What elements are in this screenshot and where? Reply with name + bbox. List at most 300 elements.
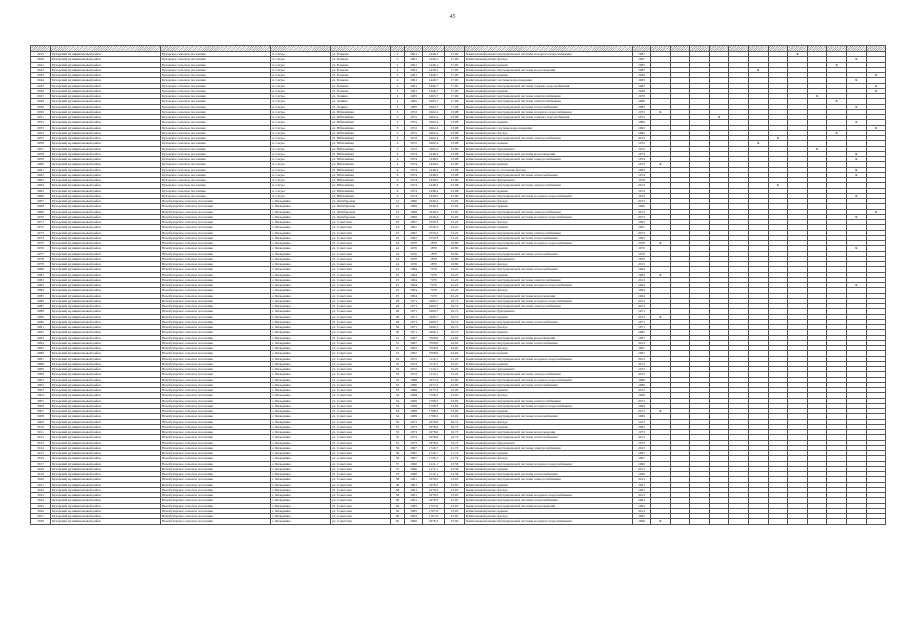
cell-year: 1961: [405, 67, 423, 72]
cell-year: 1961: [405, 62, 423, 67]
cell-house: 40: [391, 519, 405, 524]
cell-district: Бухарский муниципальный район: [51, 178, 161, 183]
cell-n: 3008: [31, 414, 51, 419]
cell-num: 17,00: [445, 83, 465, 88]
cell-house: 35: [391, 440, 405, 445]
cell-locality: с. Бильдинка: [271, 283, 331, 288]
cell-num: 23,08: [445, 167, 465, 172]
cell-mark: X: [866, 83, 886, 88]
cell-num: 23,08: [445, 125, 465, 130]
cell-house: 37: [391, 472, 405, 477]
cell-num: 23,08: [445, 130, 465, 135]
cell-work: Капитальный ремонт крыши: [465, 225, 633, 230]
cell-work: Капитальный ремонт внутридомовой системы водоотведения: [465, 335, 633, 340]
cell-district: Бухарский муниципальный район: [51, 451, 161, 456]
cell-street: ул. Советская: [331, 356, 391, 361]
cell-house: 2: [391, 88, 405, 93]
cell-settlement: Новобухарское сельское поселение: [161, 372, 271, 377]
cell-district: Бухарский муниципальный район: [51, 419, 161, 424]
cell-district: Бухарский муниципальный район: [51, 94, 161, 99]
cell-locality: п. Сагры: [271, 99, 331, 104]
cell-street: ул. Советская: [331, 335, 391, 340]
cell-locality: с. Бильдинка: [271, 514, 331, 519]
cell-settlement: Новобухарское сельское поселение: [161, 267, 271, 272]
cell-street: ул. Советская: [331, 241, 391, 246]
cell-settlement: Бухарское сельское поселение: [161, 157, 271, 162]
cell-mark: [690, 519, 710, 524]
cell-house: 3: [391, 146, 405, 151]
cell-house: 2: [391, 73, 405, 78]
cell-num: 16,80: [445, 241, 465, 246]
cell-n: 3014: [31, 445, 51, 450]
cell-y: 1986: [633, 377, 651, 382]
cell-settlement: Новобухарское сельское поселение: [161, 319, 271, 324]
cell-locality: с. Бильдинка: [271, 246, 331, 251]
cell-y: 1972: [633, 109, 651, 114]
cell-area: 3708,6: [423, 351, 445, 356]
cell-area: 1448,2: [423, 193, 445, 198]
cell-settlement: Бухарское сельское поселение: [161, 120, 271, 125]
cell-num: 17,06: [445, 104, 465, 109]
cell-settlement: Бухарское сельское поселение: [161, 183, 271, 188]
cell-locality: с. Бильдинка: [271, 403, 331, 408]
cell-num: 17,00: [445, 67, 465, 72]
cell-n: 3027: [31, 514, 51, 519]
cell-year: 1967: [405, 335, 423, 340]
cell-n: 3005: [31, 398, 51, 403]
cell-work: Капитальный ремонт крыши: [465, 62, 633, 67]
cell-year: 1961: [405, 78, 423, 83]
cell-locality: п. Сагры: [271, 193, 331, 198]
cell-work: Капитальный ремонт крыши: [465, 120, 633, 125]
cell-num: 23,92: [445, 393, 465, 398]
cell-house: 33: [391, 388, 405, 393]
cell-y: 2013: [633, 445, 651, 450]
cell-street: ул. Советская: [331, 272, 391, 277]
cell-locality: с. Бильдинка: [271, 451, 331, 456]
cell-locality: п. Сагры: [271, 151, 331, 156]
cell-settlement: Новобухарское сельское поселение: [161, 225, 271, 230]
cell-year: 1969: [405, 403, 423, 408]
cell-street: ул. Советская: [331, 325, 391, 330]
cell-house: 2: [391, 67, 405, 72]
cell-district: Бухарский муниципальный район: [51, 220, 161, 225]
cell-area: 1696,1: [423, 330, 445, 335]
cell-street: ул. Советская: [331, 445, 391, 450]
cell-n: 2983: [31, 283, 51, 288]
cell-locality: с. Бильдинка: [271, 277, 331, 282]
cell-num: 21,72: [445, 451, 465, 456]
cell-work: Капитальный ремонт крыши: [465, 314, 633, 319]
cell-area: 1660,7: [423, 304, 445, 309]
cell-street: ул. Юбилейная: [331, 146, 391, 151]
cell-house: 3: [391, 115, 405, 120]
cell-num: 16,72: [445, 419, 465, 424]
cell-settlement: Новобухарское сельское поселение: [161, 435, 271, 440]
cell-street: ул. Советская: [331, 477, 391, 482]
cell-num: 23,95: [445, 503, 465, 508]
cell-work: Капитальный ремонт внутридомовой системы водоотведения: [465, 503, 633, 508]
cell-house: 28: [391, 319, 405, 324]
cell-n: 2951: [31, 115, 51, 120]
cell-area: 1707,9: [423, 514, 445, 519]
cell-num: 16,80: [445, 262, 465, 267]
cell-house: 2: [391, 83, 405, 88]
cell-y: 1967: [633, 335, 651, 340]
cell-year: 1971: [405, 298, 423, 303]
cell-mark: X: [807, 94, 827, 99]
cell-locality: с. Бильдинка: [271, 430, 331, 435]
cell-area: 1678,6: [423, 435, 445, 440]
cell-work: Капитальный ремонт внутридомовой системы электроснабжения: [465, 304, 633, 309]
cell-y: 2013: [633, 409, 651, 414]
cell-locality: с. Бильдинка: [271, 241, 331, 246]
cell-street: ул. Советская: [331, 277, 391, 282]
cell-mark: X: [846, 246, 866, 251]
cell-num: 15,92: [445, 204, 465, 209]
cell-area: 7270: [423, 293, 445, 298]
cell-locality: с. Бильдинка: [271, 335, 331, 340]
cell-num: 17,06: [445, 94, 465, 99]
cell-n: 2944: [31, 78, 51, 83]
cell-locality: с. Бильдинка: [271, 314, 331, 319]
cell-year: 1964: [405, 283, 423, 288]
cell-house: 37: [391, 466, 405, 471]
cell-settlement: Бухарское сельское поселение: [161, 130, 271, 135]
cell-work: Капитальный ремонт крыши: [465, 508, 633, 513]
cell-y: 1967: [633, 351, 651, 356]
cell-y: 1997: [633, 456, 651, 461]
cell-settlement: Новобухарское сельское поселение: [161, 466, 271, 471]
cell-area: 1708,3: [423, 393, 445, 398]
cell-street: ул. Советская: [331, 235, 391, 240]
cell-y: 1982: [633, 330, 651, 335]
cell-street: ул. Советская: [331, 304, 391, 309]
cell-street: ул. Советская: [331, 393, 391, 398]
cell-area: 1678,3: [423, 477, 445, 482]
cell-y: 1971: [633, 309, 651, 314]
cell-n: 2990: [31, 319, 51, 324]
cell-n: 2959: [31, 157, 51, 162]
cell-street: ул. Юбилейная: [331, 151, 391, 156]
cell-street: ул. Советская: [331, 519, 391, 524]
cell-work: Капитальный ремонт крыши: [465, 162, 633, 167]
cell-area: 1707,9: [423, 508, 445, 513]
cell-locality: с. Бильдинка: [271, 519, 331, 524]
cell-year: 1991: [405, 498, 423, 503]
cell-locality: с. Бильдинка: [271, 309, 331, 314]
cell-area: 1678,6: [423, 440, 445, 445]
cell-area: 1112,1: [423, 472, 445, 477]
cell-locality: с. Бильдинка: [271, 440, 331, 445]
cell-mark: X: [651, 519, 671, 524]
cell-street: ул. Советская: [331, 487, 391, 492]
cell-street: ул. Советская: [331, 298, 391, 303]
cell-num: 15,22: [445, 372, 465, 377]
cell-n: 2966: [31, 193, 51, 198]
cell-year: 1969: [405, 393, 423, 398]
cell-n: 2991: [31, 325, 51, 330]
cell-n: 2962: [31, 172, 51, 177]
cell-y: 2013: [633, 277, 651, 282]
cell-area: 1660,7: [423, 309, 445, 314]
cell-num: 16,72: [445, 330, 465, 335]
cell-district: Бухарский муниципальный район: [51, 78, 161, 83]
cell-locality: с. Бильдинка: [271, 199, 331, 204]
cell-work: Капитальный ремонт фасада: [465, 419, 633, 424]
cell-mark: X: [827, 99, 847, 104]
cell-locality: п. Сагры: [271, 120, 331, 125]
cell-y: 1982: [633, 130, 651, 135]
cell-area: 1448,2: [423, 188, 445, 193]
cell-work: Капитальный ремонт внутридомовой системы теплоснабжения: [465, 382, 633, 387]
cell-y: 1949: [633, 73, 651, 78]
cell-year: 1973: [405, 435, 423, 440]
cell-settlement: Новобухарское сельское поселение: [161, 325, 271, 330]
cell-num: 23,95: [445, 487, 465, 492]
cell-settlement: Новобухарское сельское поселение: [161, 277, 271, 282]
cell-locality: с. Бильдинка: [271, 382, 331, 387]
cell-n: 3017: [31, 461, 51, 466]
cell-district: Бухарский муниципальный район: [51, 225, 161, 230]
cell-work: Капитальный ремонт внутридомовой системы горячего водоснабжения: [465, 83, 633, 88]
cell-district: Бухарский муниципальный район: [51, 167, 161, 172]
cell-settlement: Бухарское сельское поселение: [161, 88, 271, 93]
cell-street: ул. Юбилейная: [331, 141, 391, 146]
cell-year: 1972: [405, 109, 423, 114]
cell-year: 1997: [405, 235, 423, 240]
cell-house: 25: [391, 288, 405, 293]
cell-district: Бухарский муниципальный район: [51, 151, 161, 156]
cell-work: Капитальный ремонт внутридомовой системы электроснабжения: [465, 445, 633, 450]
cell-y: 1974: [633, 172, 651, 177]
cell-num: 23,58: [445, 461, 465, 466]
cell-district: Бухарский муниципальный район: [51, 472, 161, 477]
cell-locality: п. Сагры: [271, 52, 331, 57]
cell-work: Капитальный ремонт внутридомовой системы холодного водоснабжения: [465, 283, 633, 288]
cell-district: Бухарский муниципальный район: [51, 330, 161, 335]
cell-year: 1974: [405, 162, 423, 167]
cell-district: Бухарский муниципальный район: [51, 430, 161, 435]
cell-y: 1978: [633, 178, 651, 183]
cell-house: 36: [391, 456, 405, 461]
cell-area: 1649,4: [423, 204, 445, 209]
cell-n: 3011: [31, 430, 51, 435]
cell-num: 23,95: [445, 508, 465, 513]
cell-area: 1448,2: [423, 183, 445, 188]
cell-year: 1970: [405, 256, 423, 261]
cell-district: Бухарский муниципальный район: [51, 293, 161, 298]
cell-n: 3024: [31, 498, 51, 503]
cell-district: Бухарский муниципальный район: [51, 361, 161, 366]
cell-num: 23,08: [445, 178, 465, 183]
cell-settlement: Новобухарское сельское поселение: [161, 440, 271, 445]
cell-y: 1990: [633, 461, 651, 466]
cell-y: 1987: [633, 57, 651, 62]
cell-settlement: Новобухарское сельское поселение: [161, 456, 271, 461]
cell-n: 3019: [31, 472, 51, 477]
cell-area: 3708,6: [423, 346, 445, 351]
cell-mark: [846, 519, 866, 524]
cell-locality: п. Сагры: [271, 157, 331, 162]
cell-y: 1973: [633, 440, 651, 445]
cell-street: ул. Юбилейная: [331, 136, 391, 141]
page-number: 45: [449, 14, 456, 20]
cell-y: 2013: [633, 466, 651, 471]
cell-house: 38: [391, 477, 405, 482]
cell-mark: [827, 519, 847, 524]
cell-year: 1991: [405, 477, 423, 482]
cell-num: 23,58: [445, 466, 465, 471]
cell-y: 1987: [633, 52, 651, 57]
cell-area: 1446,1: [423, 67, 445, 72]
cell-year: 1997: [405, 456, 423, 461]
cell-mark: X: [807, 146, 827, 151]
cell-mark: X: [827, 62, 847, 67]
cell-year: 1961: [405, 83, 423, 88]
cell-street: ул. Советская: [331, 472, 391, 477]
cell-locality: с. Бильдинка: [271, 225, 331, 230]
cell-year: 1997: [405, 220, 423, 225]
cell-n: 2982: [31, 277, 51, 282]
cell-area: 1662,4: [423, 130, 445, 135]
cell-num: 23,08: [445, 157, 465, 162]
cell-area: 1870: [423, 241, 445, 246]
cell-district: Бухарский муниципальный район: [51, 414, 161, 419]
cell-district: Бухарский муниципальный район: [51, 346, 161, 351]
cell-area: 7270: [423, 288, 445, 293]
cell-area: 1870: [423, 256, 445, 261]
cell-work: Капитальный ремонт внутридомовой системы холодного водоснабжения: [465, 356, 633, 361]
cell-n: 2960: [31, 162, 51, 167]
cell-num: 15,92: [445, 519, 465, 524]
cell-district: Бухарский муниципальный район: [51, 445, 161, 450]
cell-area: 1662,4: [423, 141, 445, 146]
cell-work: Капитальный ремонт внутридомовой системы теплоснабжения: [465, 251, 633, 256]
cell-house: 6: [391, 172, 405, 177]
cell-locality: п. Сагры: [271, 109, 331, 114]
cell-street: ул. Советская: [331, 498, 391, 503]
cell-n: 2996: [31, 351, 51, 356]
cell-year: 1966: [405, 519, 423, 524]
cell-street: ул. Бочкова: [331, 78, 391, 83]
cell-house: 39: [391, 514, 405, 519]
cell-house: 34: [391, 393, 405, 398]
cell-district: Бухарский муниципальный район: [51, 398, 161, 403]
cell-mark: X: [846, 78, 866, 83]
cell-locality: п. Сагры: [271, 94, 331, 99]
cell-locality: с. Бильдинка: [271, 256, 331, 261]
cell-area: 1708,3: [423, 403, 445, 408]
cell-mark: X: [827, 130, 847, 135]
cell-street: ул. Советская: [331, 220, 391, 225]
cell-district: Бухарский муниципальный район: [51, 288, 161, 293]
cell-n: 2977: [31, 251, 51, 256]
cell-mark: X: [748, 141, 768, 146]
cell-year: 1986: [405, 377, 423, 382]
cell-street: ул. Советская: [331, 372, 391, 377]
cell-num: 23,08: [445, 162, 465, 167]
cell-y: 1974: [633, 188, 651, 193]
cell-house: 3: [391, 109, 405, 114]
cell-street: ул. Юбилейная: [331, 183, 391, 188]
cell-year: 1972: [405, 130, 423, 135]
cell-year: 1973: [405, 419, 423, 424]
cell-n: 2948: [31, 99, 51, 104]
cell-year: 1997: [405, 230, 423, 235]
cell-house: 32: [391, 372, 405, 377]
cell-area: 1678,6: [423, 424, 445, 429]
cell-district: Бухарский муниципальный район: [51, 172, 161, 177]
cell-y: 2013: [633, 340, 651, 345]
cell-work: Капитальный ремонт фасада: [465, 57, 633, 62]
cell-house: 31: [391, 351, 405, 356]
cell-year: 1964: [405, 267, 423, 272]
cell-settlement: Новобухарское сельское поселение: [161, 514, 271, 519]
cell-year: 1971: [405, 304, 423, 309]
cell-n: 3022: [31, 487, 51, 492]
cell-num: 23,08: [445, 193, 465, 198]
cell-n: 2992: [31, 330, 51, 335]
cell-num: 16,72: [445, 304, 465, 309]
cell-street: ул. Октябрьская: [331, 199, 391, 204]
cell-house: 37: [391, 461, 405, 466]
cell-work: Капитальный ремонт внутридомовой системы электроснабжения: [465, 398, 633, 403]
cell-num: 23,08: [445, 136, 465, 141]
cell-settlement: Новобухарское сельское поселение: [161, 246, 271, 251]
cell-work: Капитальный ремонт крыши: [465, 188, 633, 193]
cell-house: 35: [391, 424, 405, 429]
cell-work: Капитальный ремонт крыши: [465, 409, 633, 414]
cell-num: 24,92: [445, 340, 465, 345]
cell-locality: с. Бильдинка: [271, 445, 331, 450]
cell-street: ул. Бочкова: [331, 67, 391, 72]
cell-year: 1990: [405, 466, 423, 471]
cell-district: Бухарский муниципальный район: [51, 62, 161, 67]
cell-n: 2941: [31, 62, 51, 67]
cell-y: 1980: [633, 120, 651, 125]
cell-house: 24: [391, 256, 405, 261]
cell-work: Капитальный ремонт внутридомовой системы электроснабжения: [465, 94, 633, 99]
cell-num: 16,72: [445, 325, 465, 330]
cell-settlement: Новобухарское сельское поселение: [161, 209, 271, 214]
cell-y: 2013: [633, 183, 651, 188]
cell-y: 2013: [633, 398, 651, 403]
cell-area: 1678,6: [423, 419, 445, 424]
cell-area: 1708,3: [423, 409, 445, 414]
cell-house: 34: [391, 409, 405, 414]
cell-num: 23,08: [445, 120, 465, 125]
cell-district: Бухарский муниципальный район: [51, 356, 161, 361]
cell-house: 3: [391, 141, 405, 146]
cell-house: 12: [391, 199, 405, 204]
cell-num: 16,72: [445, 298, 465, 303]
cell-year: 1974: [405, 172, 423, 177]
cell-district: Бухарский муниципальный район: [51, 519, 161, 524]
cell-year: 1970: [405, 246, 423, 251]
cell-street: ул. Ленина: [331, 104, 391, 109]
cell-n: 2946: [31, 88, 51, 93]
cell-year: 1971: [405, 314, 423, 319]
cell-work: Капитальный ремонт внутридомовой системы холодного водоснабжения: [465, 214, 633, 219]
cell-num: 23,22: [445, 225, 465, 230]
cell-area: 1448,2: [423, 167, 445, 172]
cell-work: Капитальный ремонт фасада: [465, 456, 633, 461]
cell-district: Бухарский муниципальный район: [51, 125, 161, 130]
cell-settlement: Новобухарское сельское поселение: [161, 204, 271, 209]
cell-year: 1970: [405, 241, 423, 246]
cell-mark: [729, 519, 749, 524]
